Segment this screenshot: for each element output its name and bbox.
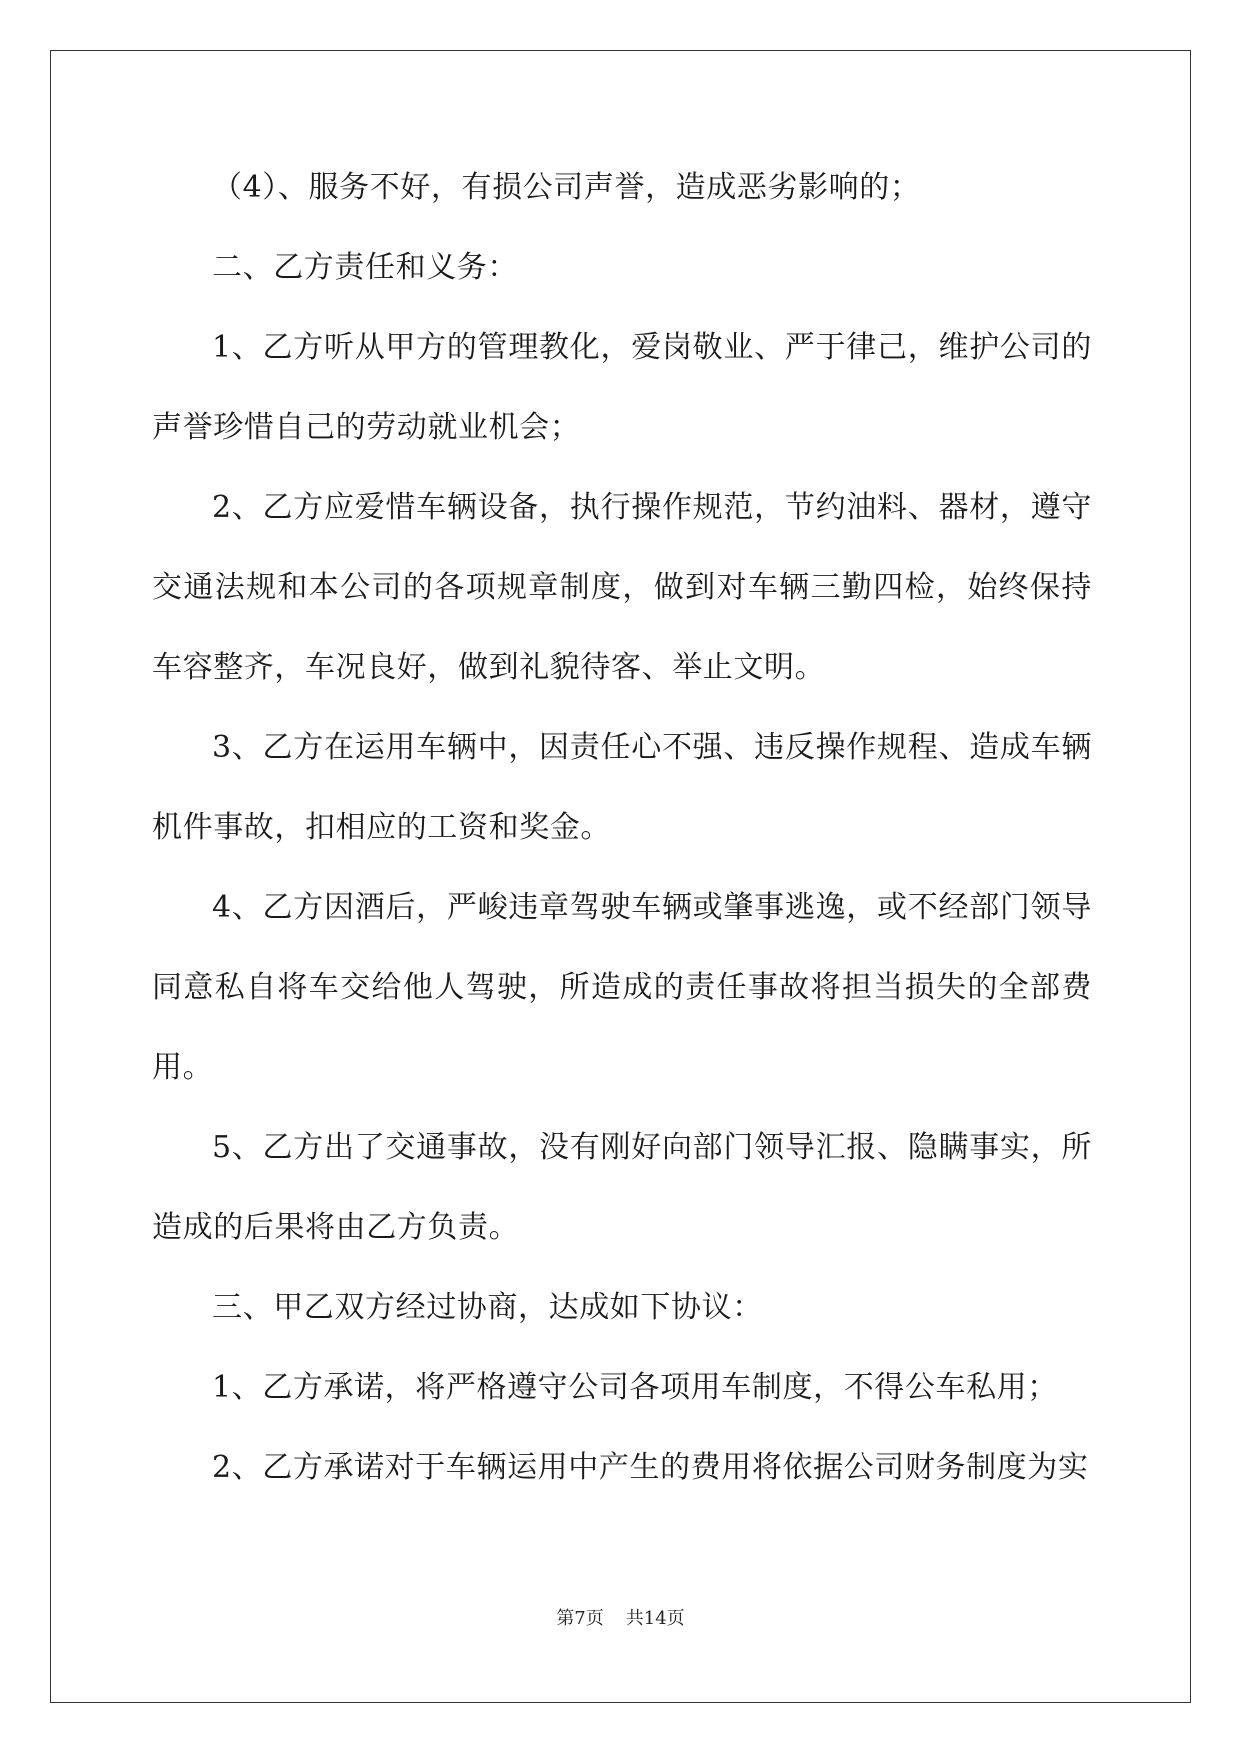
paragraph: 2、乙方承诺对于车辆运用中产生的费用将依据公司财务制度为实 <box>212 1450 1089 1485</box>
paragraph: 4、乙方因酒后，严峻违章驾驶车辆或肇事逃逸，或不经部门领导同意私自将车交给他人驾驶，所造成的责任事故将担当损失的全部费用。 <box>152 890 1092 1085</box>
document-body <box>152 148 1092 1508</box>
paragraph: 5、乙方出了交通事故，没有刚好向部门领导汇报、隐瞒事实，所造成的后果将由乙方负责。 <box>152 1130 1092 1245</box>
paragraph: 1、乙方听从甲方的管理教化，爱岗敬业、严于律己，维护公司的声誉珍惜自己的劳动就业机会； <box>152 330 1092 445</box>
page-number-total: 共14页 <box>625 1608 685 1629</box>
page-number-current: 第7页 <box>556 1608 604 1629</box>
paragraph: （4）、服务不好，有损公司声誉，造成恶劣影响的； <box>212 170 921 205</box>
page-footer <box>0 1604 1241 1630</box>
paragraph: 1、乙方承诺，将严格遵守公司各项用车制度，不得公车私用； <box>212 1370 1058 1405</box>
section-heading: 二、乙方责任和义务： <box>212 250 518 285</box>
section-heading: 三、甲乙双方经过协商，达成如下协议： <box>212 1290 763 1325</box>
paragraph: 2、乙方应爱惜车辆设备，执行操作规范，节约油料、器材，遵守交通法规和本公司的各项规章制度，做到对车辆三勤四检，始终保持车容整齐，车况良好，做到礼貌待客、举止文明。 <box>152 490 1092 685</box>
paragraph: 3、乙方在运用车辆中，因责任心不强、违反操作规程、造成车辆机件事故，扣相应的工资和奖金。 <box>152 730 1092 845</box>
